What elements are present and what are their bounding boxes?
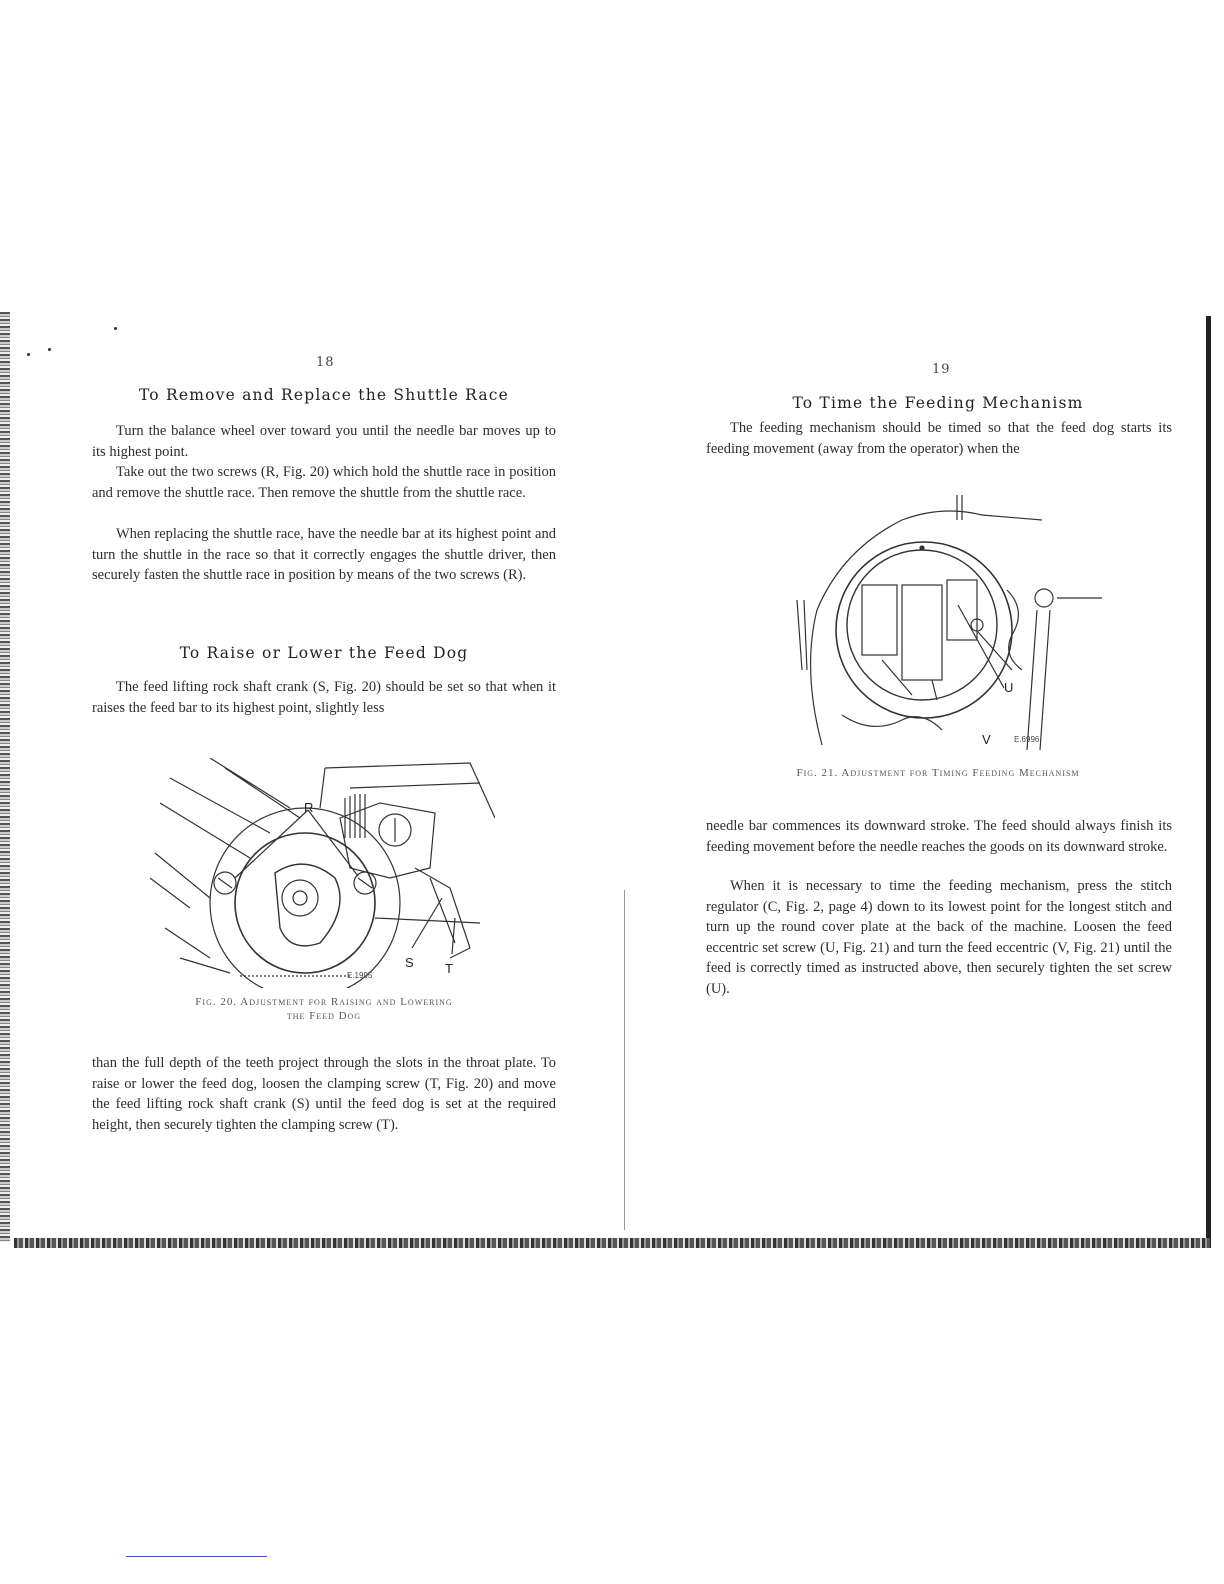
label-u: U <box>1004 680 1014 695</box>
section-heading-feed-dog: To Raise or Lower the Feed Dog <box>179 644 469 662</box>
paragraph: The feed lifting rock shaft crank (S, Fig. 20) should be set so that when it raises the feed bar to its highest point, slightly less <box>92 679 556 716</box>
paragraph: When replacing the shuttle race, have the needle bar at its highest point and turn the shuttle in the race so that it correctly engages the shuttle driver, then securely fasten the shuttle race in position by means of the two screws (R). <box>92 526 556 583</box>
section-heading-shuttle-race: To Remove and Replace the Shuttle Race <box>138 386 510 404</box>
right-page <box>612 0 1224 1584</box>
label-r: R <box>304 800 314 815</box>
paragraph: than the full depth of the teeth project through the slots in the throat plate. To raise or lower the feed dog, loosen the clamping screw (T, Fig. 20) and move the feed lifting rock shaft crank (S) until the feed dog is set at the required height, then securely tighten the clamping screw (T). <box>92 1055 556 1133</box>
paragraph: When it is necessary to time the feeding mechanism, press the stitch regulator (C, Fig. 2, page 4) down to its lowest point for the longest stitch and turn up the round cover plate at the back of the machine. Loosen the feed eccentric set screw (U, Fig. 21) and turn the feed eccentric (V, Fig. 21) until the feed is correctly timed as instructed above, then securely tighten the set screw (U). <box>706 878 1172 997</box>
figure-20-caption-line2: the Feed Dog <box>286 1010 362 1022</box>
page-number: 18 <box>316 355 335 370</box>
label-s: S <box>405 955 414 970</box>
label-t: T <box>445 961 453 976</box>
paragraph: needle bar commences its downward stroke. The feed should always finish its feeding movement before the needle reaches the goods on its downward stroke. <box>706 818 1172 855</box>
label-v: V <box>982 732 991 747</box>
page-gutter <box>624 890 625 1230</box>
paragraph: The feeding mechanism should be timed so that the feed dog starts its feeding movement (away from the operator) when the <box>706 420 1172 457</box>
figure-20-caption-line1: Fig. 20. Adjustment for Raising and Lowering <box>195 996 453 1008</box>
section-heading-timing: To Time the Feeding Mechanism <box>792 394 1084 412</box>
figure-21-illustration <box>782 490 1102 750</box>
scan-bottom-edge <box>14 1238 1210 1248</box>
figure-code: E.1995 <box>347 971 373 980</box>
paragraph: Turn the balance wheel over toward you until the needle bar moves up to its highest point. <box>92 423 556 460</box>
figure-20-illustration <box>150 758 495 988</box>
blue-rule <box>126 1556 267 1557</box>
figure-21-caption: Fig. 21. Adjustment for Timing Feeding Mechanism <box>796 767 1080 779</box>
paragraph: Take out the two screws (R, Fig. 20) which hold the shuttle race in position and remove the shuttle race. Then remove the shuttle from the shuttle race. <box>92 464 556 501</box>
figure-code: E.6996 <box>1014 735 1040 744</box>
page-number: 19 <box>932 362 951 377</box>
